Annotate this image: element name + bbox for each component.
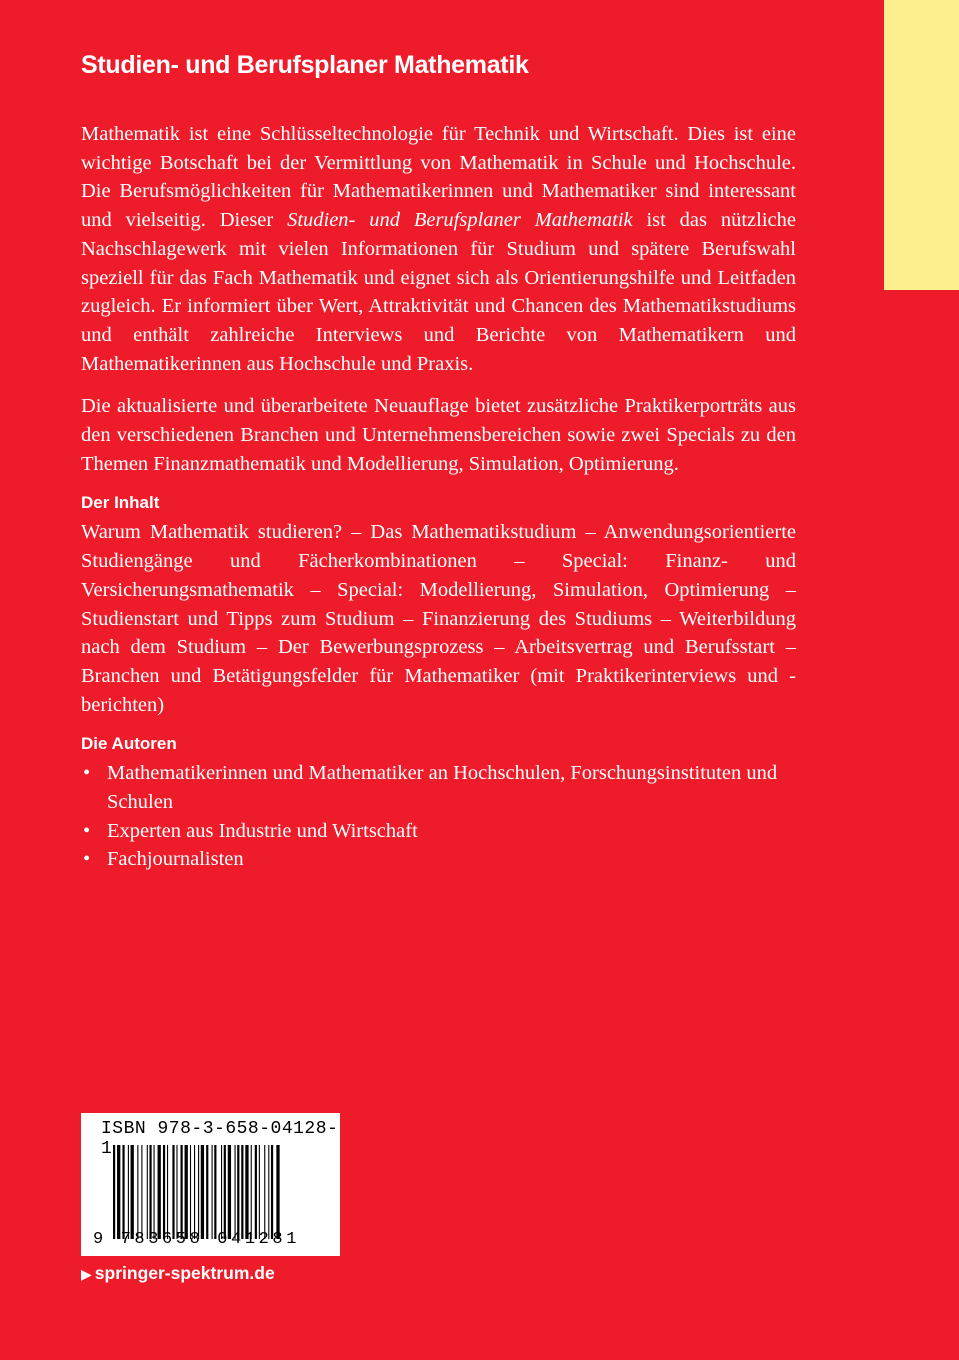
barcode-bar bbox=[149, 1145, 151, 1239]
barcode-bar bbox=[268, 1145, 269, 1239]
contents-text: Warum Mathematik studieren? – Das Mathematikstudium – Anwendungsorientierte Studiengänge und Fächerkombinationen – Special: Finanz- und Versicherungsmathematik – Special: Modellierung, Simulation, Optimierung – Studienstart und Tipps zum Studium – Finanzierung des Studiums – Weiterbildung nach dem Studium – Der Bewerbungsprozess – Arbeitsvertrag und Berufsstart – Branchen und Betätigungsfelder für Mathematiker (mit Praktikerinterviews und -berichten) bbox=[81, 521, 796, 716]
bullet-icon: • bbox=[83, 819, 91, 842]
publisher-link[interactable] bbox=[81, 1263, 275, 1284]
barcode-bar bbox=[122, 1145, 124, 1239]
intro-text-end: ist das nützliche Nachschlagewerk mit vielen Informationen für Studium und spätere Berufswahl speziell für das Fach Mathematik und eignet sich als Orientierungshilfe und Leitfaden zugleich. Er informiert über Wert, Attraktivität und Chancen des Mathematikstudiums und enthält zahlreiche Interviews und Berichte von Mathematikern und Mathematikerinnen aus Hochschule und Praxis. bbox=[81, 209, 796, 375]
barcode-bar bbox=[163, 1145, 165, 1239]
barcode-bar bbox=[154, 1145, 155, 1239]
barcode-bar bbox=[194, 1145, 195, 1239]
barcode-bar bbox=[137, 1145, 138, 1239]
barcode-bar bbox=[128, 1145, 129, 1239]
barcode-bar bbox=[185, 1145, 188, 1239]
contents-heading: Der Inhalt bbox=[81, 493, 160, 513]
barcode-bar bbox=[251, 1145, 252, 1239]
barcode-bars bbox=[113, 1145, 323, 1239]
barcode-bar bbox=[172, 1145, 174, 1239]
bullet-icon: • bbox=[83, 848, 91, 871]
authors-list bbox=[81, 759, 796, 874]
intro-paragraph-1 bbox=[81, 120, 796, 378]
book-title: Studien- und Berufsplaner Mathematik bbox=[81, 51, 529, 79]
barcode-bar bbox=[221, 1145, 222, 1239]
barcode-bar bbox=[190, 1145, 191, 1239]
bullet-icon: • bbox=[83, 762, 91, 785]
yellow-side-tab bbox=[884, 0, 959, 290]
barcode-bar bbox=[212, 1145, 213, 1239]
barcode-bar bbox=[147, 1145, 148, 1239]
barcode-bar bbox=[176, 1145, 177, 1239]
barcode-bar bbox=[276, 1145, 279, 1239]
barcode-bar bbox=[167, 1145, 168, 1239]
barcode-bar bbox=[228, 1145, 231, 1239]
barcode-bar bbox=[117, 1145, 120, 1239]
authors-heading: Die Autoren bbox=[81, 734, 177, 754]
barcode-bar bbox=[141, 1145, 142, 1239]
intro-text-start: Mathematik ist eine Schlüsseltechnologie für Technik und Wirtschaft. Dies ist eine wichtige Botschaft bei der Vermittlung von Mathematik in Schule und Hochschule. Die Berufsmöglichkeiten für Mathematikerinnen und Mathematiker sind interessant und vielseitig. Dieser bbox=[81, 123, 796, 232]
list-item bbox=[81, 817, 796, 846]
barcode-bar bbox=[271, 1145, 273, 1239]
barcode-bar bbox=[131, 1145, 134, 1239]
barcode-bar bbox=[255, 1145, 257, 1239]
barcode-bar bbox=[259, 1145, 260, 1239]
isbn-label: ISBN 978-3-658-04128-1 bbox=[101, 1119, 339, 1159]
publisher-url: springer-spektrum.de bbox=[94, 1263, 275, 1283]
barcode-bar bbox=[181, 1145, 183, 1239]
list-item-text: Mathematikerinnen und Mathematiker an Hochschulen, Forschungsinstituten und Schulen bbox=[107, 762, 778, 814]
barcode-bar bbox=[214, 1145, 216, 1239]
arrow-right-icon: ▶ bbox=[81, 1266, 92, 1282]
list-item bbox=[81, 759, 796, 816]
barcode-bar bbox=[224, 1145, 226, 1239]
list-item bbox=[81, 845, 796, 874]
barcode-digits: 9 783658 041281 bbox=[93, 1230, 301, 1249]
isbn-barcode bbox=[81, 1113, 340, 1256]
barcode-bar bbox=[206, 1145, 208, 1239]
barcode-bar bbox=[158, 1145, 161, 1239]
list-item-text: Experten aus Industrie und Wirtschaft bbox=[107, 819, 418, 842]
list-item-text: Fachjournalisten bbox=[107, 848, 244, 871]
intro-paragraph-2: Die aktualisierte und überarbeitete Neuauflage bietet zusätzliche Praktikerporträts aus den verschiedenen Branchen und Unternehmensbereichen sowie zwei Specials zu den Themen Finanzmathematik und Modellierung, Simulation, Optimierung. bbox=[81, 395, 796, 475]
intro-book-title-italic: Studien- und Berufsplaner Mathematik bbox=[287, 209, 633, 232]
barcode-bar bbox=[235, 1145, 236, 1239]
barcode-bar bbox=[198, 1145, 199, 1239]
back-cover-content bbox=[81, 46, 796, 874]
barcode-bar bbox=[264, 1145, 265, 1239]
barcode-bar bbox=[241, 1145, 243, 1239]
barcode-bar bbox=[201, 1145, 204, 1239]
barcode-bar bbox=[245, 1145, 248, 1239]
barcode-bar bbox=[237, 1145, 239, 1239]
barcode-bar bbox=[113, 1145, 115, 1239]
